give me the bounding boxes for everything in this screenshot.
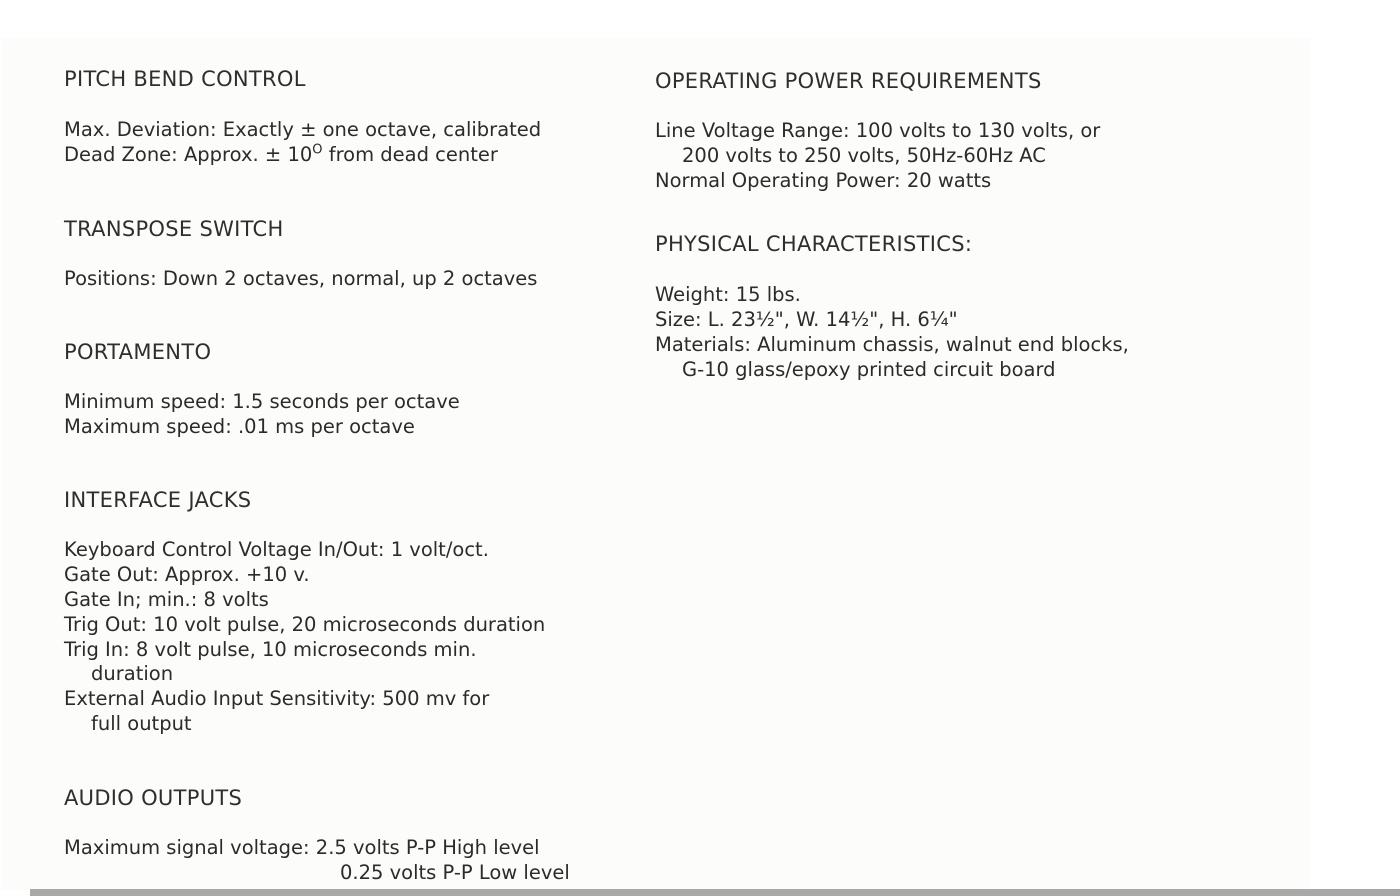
physical-weight: Weight: 15 lbs. [655, 283, 801, 306]
power-heading: OPERATING POWER REQUIREMENTS [655, 69, 1042, 93]
audio-outputs-low-level: 0.25 volts P-P Low level [340, 861, 570, 884]
portamento-heading: PORTAMENTO [64, 340, 212, 364]
interface-gate-in: Gate In; min.: 8 volts [64, 588, 269, 611]
interface-trig-out: Trig Out: 10 volt pulse, 20 microseconds duration [64, 613, 546, 636]
interface-jacks-heading: INTERFACE JACKS [64, 488, 252, 512]
page-bottom-edge [30, 889, 1400, 896]
physical-heading: PHYSICAL CHARACTERISTICS: [655, 232, 973, 256]
interface-gate-out: Gate Out: Approx. +10 v. [64, 563, 310, 586]
audio-outputs-heading: AUDIO OUTPUTS [64, 786, 243, 810]
power-line-voltage-continued: 200 volts to 250 volts, 50Hz-60Hz AC [682, 144, 1046, 167]
dead-zone-text-end: from dead center [322, 143, 498, 166]
transpose-positions: Positions: Down 2 octaves, normal, up 2 octaves [64, 267, 538, 290]
physical-size: Size: L. 23½", W. 14½", H. 6¼" [655, 308, 958, 331]
interface-external-audio-continued: full output [91, 712, 192, 735]
transpose-heading: TRANSPOSE SWITCH [64, 217, 284, 241]
degree-mark: O [312, 142, 323, 158]
interface-keyboard-cv: Keyboard Control Voltage In/Out: 1 volt/oct. [64, 538, 489, 561]
pitch-bend-max-deviation: Max. Deviation: Exactly ± one octave, calibrated [64, 118, 542, 141]
power-normal-operating: Normal Operating Power: 20 watts [655, 169, 992, 192]
physical-materials-continued: G-10 glass/epoxy printed circuit board [682, 358, 1056, 381]
interface-external-audio: External Audio Input Sensitivity: 500 mv for [64, 687, 490, 710]
interface-trig-in: Trig In: 8 volt pulse, 10 microseconds min. [64, 638, 477, 661]
audio-outputs-high-level: Maximum signal voltage: 2.5 volts P-P High level [64, 836, 540, 859]
dead-zone-text: Dead Zone: Approx. ± 10 [64, 143, 313, 166]
pitch-bend-heading: PITCH BEND CONTROL [64, 67, 306, 91]
power-line-voltage: Line Voltage Range: 100 volts to 130 volts, or [655, 119, 1101, 142]
pitch-bend-dead-zone [64, 142, 498, 167]
interface-trig-in-continued: duration [91, 662, 174, 685]
portamento-maximum-speed: Maximum speed: .01 ms per octave [64, 415, 415, 438]
physical-materials: Materials: Aluminum chassis, walnut end blocks, [655, 333, 1129, 356]
portamento-minimum-speed: Minimum speed: 1.5 seconds per octave [64, 390, 460, 413]
